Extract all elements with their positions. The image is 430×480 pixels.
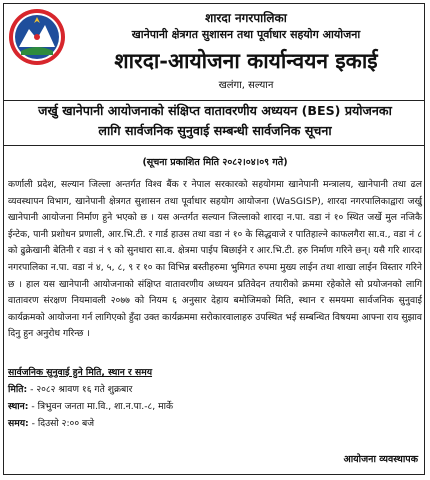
office-name: शारदा-आयोजना कार्यान्वयन इकाई xyxy=(114,48,378,73)
project-name: खानेपानी क्षेत्रगत सुशासन तथा पूर्वाधार सहयोग आयोजना xyxy=(131,28,361,41)
publication-date: (सूचना प्रकाशित मिति २०८२।०४।०९ गते) xyxy=(142,157,288,168)
hearing-place-row xyxy=(8,398,308,415)
hearing-place-label: स्थान: xyxy=(8,401,29,412)
hearing-time-label: समय: xyxy=(8,418,29,429)
hearing-place-value: - त्रिभुवन जनता मा.वि., शा.न.पा.-८, मार्के xyxy=(31,401,174,412)
notice-paragraph: कर्णाली प्रदेश, सल्यान जिल्ला अन्तर्गत विश्व बैंक र नेपाल सरकारको सहयोगमा खानेपानी मन्त्रालय, खानेपानी तथा ढल व्यवस्थापन विभाग, खानेपानी क्षेत्रगत सुशासन तथा पूर्वाधार सहयोग आयोजना (WaSGISP), शारदा नगरपालिकाद्वारा जर्खु खानेपानी आयोजना निर्माण हुने भएको छ । यस अन्तर्गत सल्यान जिल्लाको शारदा न.पा. वडा नं १० स्थित जर्खे मुल नजिकै ईन्टेक, पानी प्रशोधन प्रणाली, आर.भि.टी. र गार्ड हाउस तथा वडा नं १० के सिद्धवाजे र पातिहाल्ने काफलगैरा सा.व., वडा नं ८ को ढुक्रेखानी बेतिनी र वडा नं ९ को सुनधारा सा.व. क्षेत्रमा पाईप बिछाईने र आर.भि.टी. हरु निर्माण गरिने छन्। यसै गरि शारदा नगरपालिका न.पा. वडा नं ४, ५, ८, ९ र १० का विभिन्न बस्तीहरुमा भुमिगत रुपमा मुख्य लाईन तथा शाखा लाईन विस्तार गरिने छ । हाल यस खानेपानी आयोजनाको संक्षिप्त वातावरणीय अध्ययन प्रतिवेदन तयारीको क्रममा रहेकोले सो प्रयोजनको लागि वातावरण संरक्षण नियमावली २०७७ को नियम ६ अनुसार देहाय बमोजिमको मिति, स्थान र समयमा सार्वजनिक सुनुवाई कार्यक्रमको आयोजना गर्न लागिएको हुँदा उक्त कार्यक्रममा सरोकारवालाहरु उपस्थित भई सम्बन्धित विषयमा आफ्ना राय सुझाव दिनु हुन अनुरोध गरिन्छ । xyxy=(8,179,422,340)
notice-title-line1: जर्खु खानेपानी आयोजनाको संक्षिप्त वातावरणीय अध्ययन (BES) प्रयोजनका xyxy=(38,103,392,118)
letterhead xyxy=(3,3,425,101)
hearing-date-label: मिति: xyxy=(8,384,28,395)
office-address: खलंगा, सल्यान xyxy=(218,80,274,91)
hearing-time-value: - दिउसो २:०० बजे xyxy=(31,418,95,429)
hearing-time-row xyxy=(8,415,308,432)
notice-title xyxy=(6,101,424,141)
government-emblem-icon xyxy=(7,7,67,67)
title-divider xyxy=(3,145,425,146)
hearing-date-value: - २०८२ श्रावण १६ गते शुक्रबार xyxy=(30,384,133,395)
hearing-details xyxy=(8,364,308,432)
notice-title-line2: लागि सार्वजनिक सुनुवाई सम्बन्धी सार्वजनिक सूचना xyxy=(98,123,332,138)
signoff: आयोजना व्यवस्थापक xyxy=(343,454,418,465)
hearing-details-heading: सार्वजनिक सुनुवाई हुने मिति, स्थान र समय xyxy=(8,367,153,378)
municipality-name: शारदा नगरपालिका xyxy=(205,11,287,25)
notice-body xyxy=(8,177,422,343)
hearing-date-row xyxy=(8,381,308,398)
